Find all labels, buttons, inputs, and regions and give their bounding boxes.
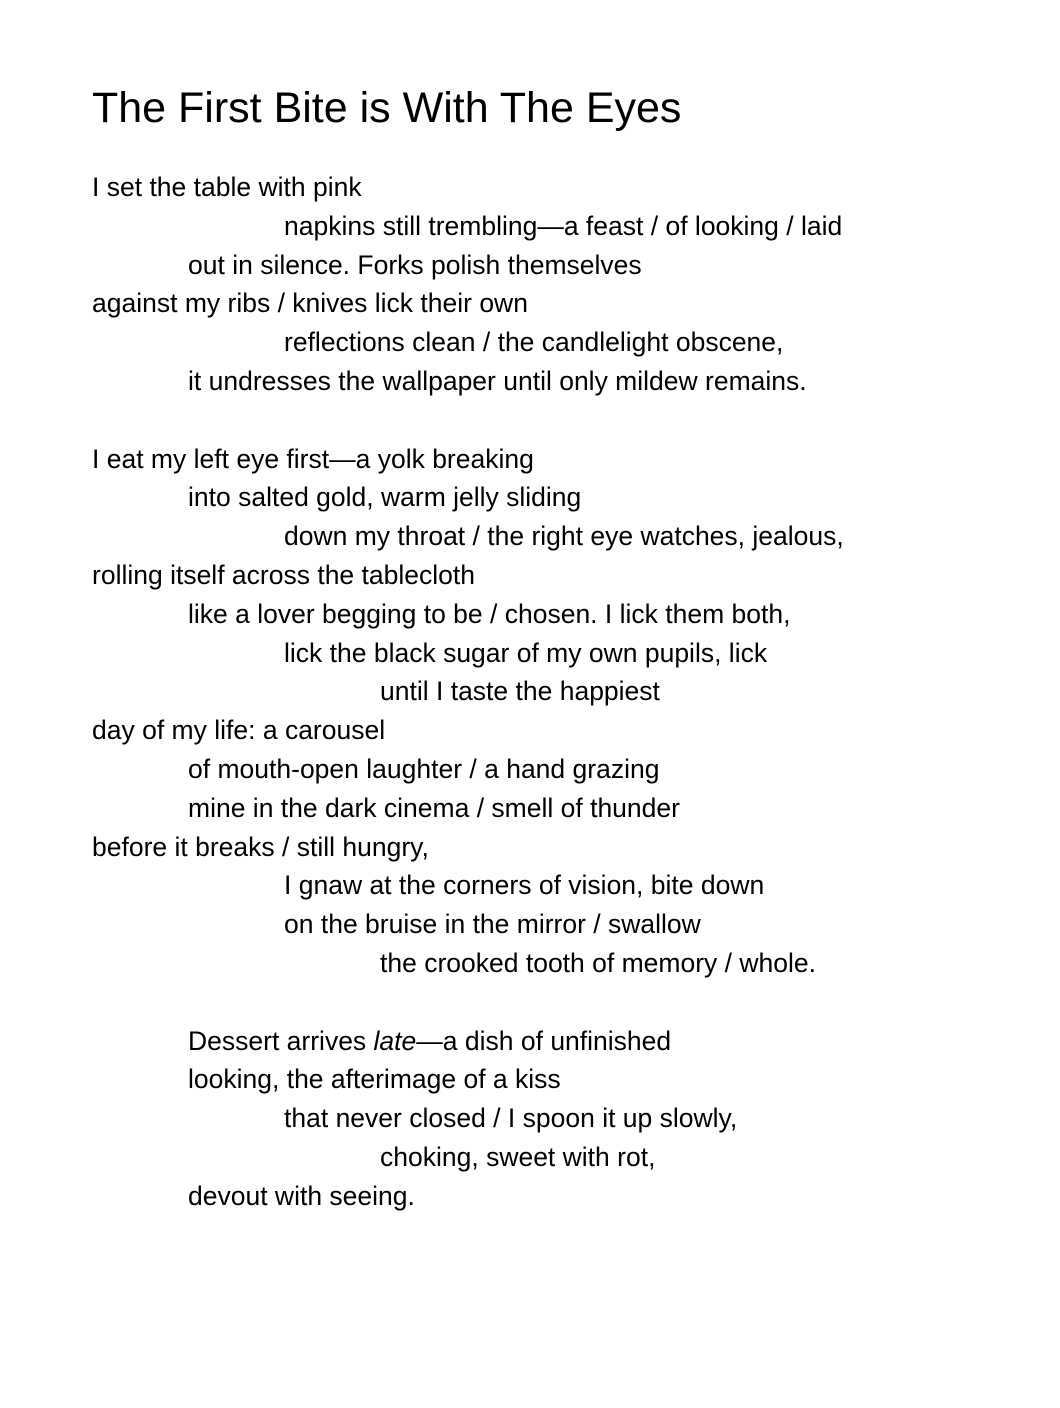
poem-line: rolling itself across the tablecloth	[92, 559, 475, 590]
stanza-2	[92, 440, 992, 983]
poem-line: that never closed / I spoon it up slowly,	[284, 1103, 738, 1134]
poem-line: it undresses the wallpaper until only mildew remains.	[188, 365, 807, 396]
poem-line: looking, the afterimage of a kiss	[188, 1064, 561, 1095]
line-text-before: Dessert arrives	[188, 1025, 374, 1056]
poem-line: choking, sweet with rot,	[380, 1141, 656, 1172]
poem-line: I set the table with pink	[92, 172, 362, 202]
poem-line: out in silence. Forks polish themselves	[188, 249, 642, 280]
poem-line: mine in the dark cinema / smell of thunder	[188, 792, 680, 823]
poem-line: on the bruise in the mirror / swallow	[284, 909, 701, 940]
poem-line: the crooked tooth of memory / whole.	[380, 947, 816, 978]
line-text-after: —a dish of unfinished	[416, 1025, 672, 1056]
poem-line: I eat my left eye first—a yolk breaking	[92, 443, 534, 474]
poem-line: against my ribs / knives lick their own	[92, 288, 528, 319]
poem-title: The First Bite is With The Eyes	[92, 84, 682, 132]
poem-line: before it breaks / still hungry,	[92, 831, 429, 862]
poem-line: devout with seeing.	[188, 1180, 415, 1211]
stanza-1	[92, 168, 992, 401]
poem-line-with-emphasis	[92, 1022, 992, 1061]
poem-line: reflections clean / the candlelight obscene,	[284, 327, 784, 358]
poem-line: until I taste the happiest	[380, 676, 660, 707]
italic-word: late	[373, 1025, 417, 1056]
poem-line: of mouth-open laughter / a hand grazing	[188, 753, 660, 784]
poem-line: napkins still trembling—a feast / of looking / laid	[284, 210, 843, 241]
poem-line: I gnaw at the corners of vision, bite down	[284, 870, 765, 901]
poem-line: lick the black sugar of my own pupils, lick	[284, 637, 768, 668]
stanza-3	[92, 1022, 992, 1216]
poem-line: like a lover begging to be / chosen. I lick them both,	[188, 598, 791, 629]
poem-line: down my throat / the right eye watches, jealous,	[284, 521, 844, 552]
poem-line: day of my life: a carousel	[92, 715, 386, 746]
poem-line: into salted gold, warm jelly sliding	[188, 482, 582, 513]
poem-body	[92, 168, 992, 1254]
